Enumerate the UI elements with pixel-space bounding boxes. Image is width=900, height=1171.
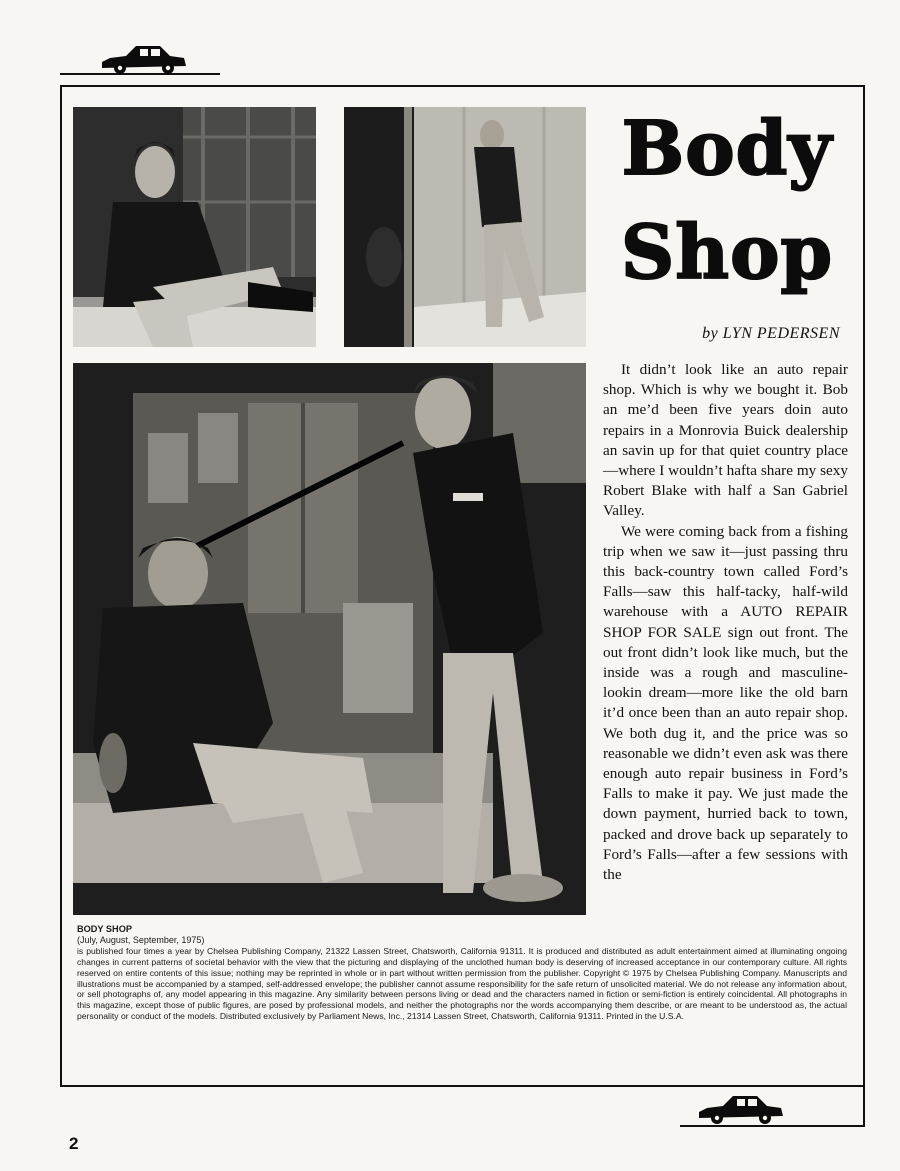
byline: by LYN PEDERSEN	[702, 325, 840, 342]
article-body	[603, 360, 848, 885]
frame-left-line	[60, 85, 62, 1087]
photo-man-crouching	[73, 107, 316, 347]
photo-man-walking	[344, 107, 586, 347]
masthead-date: (July, August, September, 1975)	[77, 934, 205, 945]
photo-two-men-barn	[73, 363, 586, 915]
article-title-line1: Body	[621, 106, 833, 192]
article-paragraph: We were coming back from a fishing trip when we saw it—just passing thru this back-country town called Ford’s Falls—saw this half-tacky, half-wild warehouse with a AUTO REPAIR SHOP FOR SALE sign out front. The out front didn’t look like much, but the inside was a rough and masculine-lookin dream—more like the old barn it’d once been than an auto repair shop. We both dug it, and the price was so reasonable we didn’t even ask was there enough auto repair business in Ford’s Falls to make it pay. We just made the down payment, hurried back to town, packed and drove back up separately to Ford’s Falls—after a few sessions with the	[603, 522, 848, 884]
masthead	[77, 924, 847, 1022]
frame-top-line	[60, 85, 865, 87]
footer-car-icon	[696, 1090, 786, 1126]
page-number: 2	[69, 1134, 79, 1153]
masthead-text: is published four times a year by Chelsea Publishing Company, 21322 Lassen Street, Chatsworth, California 91311. It is produced and distributed as adult entertainment aimed at illuminating ongoing changes in current patterns of societal behavior with the view that the picturing and displaying of the unclothed human body is deserving of increased acceptance in our contemporary culture. All rights reserved on entire contents of this issue; nothing may be reprinted in whole or in part without written permission from the publisher. Copyright © 1975 by Chelsea Publishing Company. Manuscripts and illustrations must be accompanied by a stamped, self-addressed envelope; the publisher cannot assume responsibility for the safe return of unsolicited material. We do not release any information about, or sell photographs of, any model appearing in this magazine. Any similarity between persons living or dead and the characters named in fiction or semi-fiction is entirely coincidental. All photographs in this magazine, except those of public figures, are posed by professional models, and neither the photographs nor the words accompanying them describe, or are meant to be understood as, the actual personality or conduct of the models. Distributed exclusively by Parliament News, Inc., 21314 Lassen Street, Chatsworth, California 91311. Printed in the U.S.A.	[77, 945, 847, 1022]
frame-right-line	[863, 85, 865, 1127]
masthead-title: BODY SHOP	[77, 924, 132, 934]
header-car-icon	[100, 40, 188, 76]
article-title-line2: Shop	[620, 210, 834, 296]
frame-bottom-line	[60, 1085, 865, 1087]
article-paragraph: It didn’t look like an auto repair shop. Which is why we bought it. Bob an me’d been five years doin auto repairs in a Monrovia Buick dealership an savin up for that quiet country place—where I wouldn’t hafta share my sexy Robert Blake with half a San Gabriel Valley.	[603, 361, 848, 520]
